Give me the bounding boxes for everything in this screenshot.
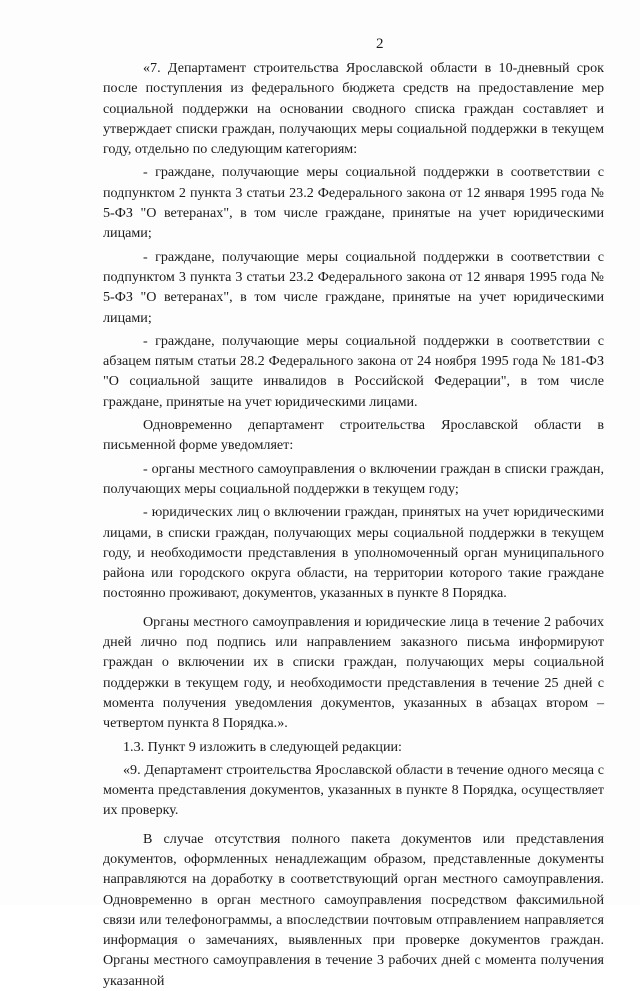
category-item-veterans-subparagraph-3: - граждане, получающие меры социальной поддержки в соответствии с подпунктом 3 пункта 3 статьи 23.2 Федерального закона от 12 января 1995 года № 5-ФЗ "О ветеранах", в том числе граждане, принятые на учет юридическими лицами; xyxy=(103,248,604,326)
paragraph-notification-intro: Одновременно департамент строительства Ярославской области в письменной форме уведомляет: xyxy=(103,417,604,454)
paragraph-item-9: «9. Департамент строительства Ярославской области в течение одного месяца с момента представления документов, указанных в пункте 8 Порядка, осуществляет их проверку. xyxy=(103,761,604,819)
page-number: 2 xyxy=(376,36,384,52)
notification-item-legal-entities: - юридических лиц о включении граждан, принятых на учет юридическими лицами, в списки граждан, получающих меры социальной поддержки в текущем году, и необходимости представления в уполномоченный орган муниципального района или городского округа области, на территории которого такие граждане постоянно проживают, документов, указанных в пункте 8 Порядка. xyxy=(103,504,604,602)
paragraph-incomplete-documents: В случае отсутствия полного пакета документов или представления документов, оформленных ненадлежащим образом, представленные документы направляются на доработку в соответствующий орган местного самоуправления. Одновременно в орган местного самоуправления посредством факсимильной связи или телефонограммы, а впоследствии почтовым отправлением направляется информация о замечаниях, выявленных при проверке документов граждан. Органы местного самоуправления в течение 3 рабочих дней с момента получения указанной xyxy=(103,830,604,989)
category-item-veterans-subparagraph-2: - граждане, получающие меры социальной поддержки в соответствии с подпунктом 2 пункта 3 статьи 23.2 Федерального закона от 12 января 1995 года № 5-ФЗ "О ветеранах", в том числе граждане, принятые на учет юридическими лицами; xyxy=(103,164,604,242)
notification-item-local-authorities: - органы местного самоуправления о включении граждан в списки граждан, получающих меры социальной поддержки в текущем году; xyxy=(103,460,604,497)
paragraph-informing-citizens: Органы местного самоуправления и юридические лица в течение 2 рабочих дней лично под подпись или направлением заказного письма информируют граждан о включении их в списки граждан, получающих меры социальной поддержки в текущем году, и необходимости представления в течение 25 дней с момента получения уведомления документов, указанных в абзацах втором – четвертом пункта 8 Порядка.». xyxy=(103,613,604,732)
paragraph-amendment-1-3: 1.3. Пункт 9 изложить в следующей редакции: xyxy=(123,738,402,755)
category-item-disabled-persons: - граждане, получающие меры социальной поддержки в соответствии с абзацем пятым статьи 28.2 Федерального закона от 24 ноября 1995 года № 181-ФЗ "О социальной защите инвалидов в Российской Федерации", в том числе граждане, принятые на учет юридическими лицами. xyxy=(103,332,604,410)
paragraph-item-7: «7. Департамент строительства Ярославской области в 10-дневный срок после поступления из федерального бюджета средств на предоставление мер социальной поддержки на основании сводного списка граждан составляет и утверждает списки граждан, получающих меры социальной поддержки в текущем году, отдельно по следующим категориям: xyxy=(103,60,604,158)
document-body xyxy=(103,58,604,991)
